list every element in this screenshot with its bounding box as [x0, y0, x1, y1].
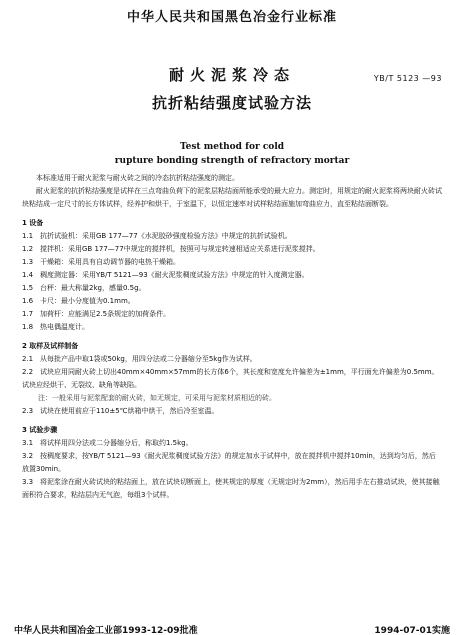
clause-text: 搅拌机：采用GB 177—77中规定的搅拌机，按照可与规定转速相适应关系进行泥浆搅拌。 — [40, 245, 320, 253]
english-title-line-2: rupture bonding strength of refractory mortar — [114, 156, 350, 166]
section-heading-3: 3 试验步骤 — [22, 426, 58, 434]
clause-number: 1.1 — [22, 232, 34, 240]
clause-item — [22, 295, 442, 308]
intro-paragraph-1: 本标准适用于耐火泥浆与耐火砖之间的冷态抗折粘结强度的测定。 — [36, 174, 239, 182]
clause-number: 1.4 — [22, 271, 34, 279]
section-2b-items — [22, 405, 442, 418]
section-heading-2: 2 取样及试样制备 — [22, 342, 79, 350]
note-text: 注：一般采用与泥浆配套的耐火砖，如无规定，可采用与泥浆材质相近的砖。 — [38, 394, 276, 402]
clause-item — [22, 405, 442, 418]
clause-text: 热电偶温度计。 — [40, 323, 89, 331]
clause-text: 干燥箱：采用具有自动调节器的电热干燥箱。 — [40, 258, 180, 266]
document-body — [22, 172, 442, 502]
clause-item — [22, 308, 442, 321]
clause-text: 台秤：最大称量2kg，感量0.5g。 — [40, 284, 146, 292]
standard-header: 中华人民共和国黑色冶金行业标准 — [126, 10, 337, 25]
clause-item — [22, 256, 442, 269]
standard-code: YB/T 5123 —93 — [373, 74, 442, 83]
clause-number: 1.5 — [22, 284, 34, 292]
footer-approval: 中华人民共和国冶金工业部1993-12-09批准 — [14, 626, 198, 635]
clause-item — [22, 476, 442, 502]
english-title — [0, 140, 464, 168]
title-line-2: 抗折粘结强度试验方法 — [151, 94, 312, 112]
clause-number: 2.3 — [22, 407, 34, 415]
title-line-1: 耐火泥浆冷态 — [168, 66, 295, 84]
clause-text: 试块在使用前应于110±5℃烘箱中烘干，然后冷至室温。 — [40, 407, 219, 415]
clause-text: 按稠度要求，按YB/T 5121—93《耐火泥浆稠度试验方法》的规定加水于试样中，放在搅拌机中搅拌10min，达到均匀后，然后放置30min。 — [22, 452, 436, 473]
clause-text: 将泥浆涂在耐火砖试块的粘结面上，放在试块切断面上，使其规定的厚度（无规定时为2mm），然后用手左右推动试块，使其接触面积符合要求，粘结层内无气泡，每组3个试样。 — [22, 478, 440, 499]
clause-text: 卡尺：最小分度值为0.1mm。 — [40, 297, 135, 305]
section-2-items — [22, 353, 442, 392]
clause-number: 3.3 — [22, 478, 34, 486]
clause-number: 1.3 — [22, 258, 34, 266]
clause-text: 将试样用四分法或二分器缩分后，称取约1.5kg。 — [40, 439, 193, 447]
clause-text: 试块应用同耐火砖上切出40mm×40mm×57mm的长方体6个，其长度和宽度允许偏差为±1mm，平行面允许偏差为0.5mm。试块应经烘干、无裂纹、缺角等缺陷。 — [22, 368, 439, 389]
footer-implementation: 1994-07-01实施 — [374, 626, 450, 635]
clause-text: 加荷杆：应能满足2.5条规定的加荷条件。 — [40, 310, 171, 318]
document-title — [0, 64, 464, 113]
clause-item — [22, 269, 442, 282]
clause-number: 2.1 — [22, 355, 34, 363]
section-1-items — [22, 230, 442, 334]
section-heading-1: 1 设备 — [22, 219, 44, 227]
clause-item — [22, 450, 442, 476]
clause-number: 1.2 — [22, 245, 34, 253]
clause-text: 抗折试验机：采用GB 177—77《水泥胶砂强度检验方法》中规定的抗折试验机。 — [40, 232, 292, 240]
clause-item — [22, 437, 442, 450]
clause-item — [22, 282, 442, 295]
clause-item — [22, 243, 442, 256]
page-footer — [0, 623, 464, 635]
section-3-items — [22, 437, 442, 502]
clause-item — [22, 321, 442, 334]
clause-item — [22, 353, 442, 366]
clause-text: 从每批产品中取1袋或50kg，用四分法或二分器缩分至5kg作为试样。 — [40, 355, 257, 363]
english-title-line-1: Test method for cold — [179, 142, 285, 152]
clause-number: 3.1 — [22, 439, 34, 447]
clause-item — [22, 230, 442, 243]
intro-paragraph-2: 耐火泥浆的抗折粘结强度是试样在三点弯曲负荷下的泥浆层粘结面所能承受的最大应力。测定时，用规定的耐火泥浆将两块耐火砖试块粘结成一定尺寸的长方体试样，经养护和烘干，于室温下，以恒定速率对试样粘结面施加弯曲应力，直至粘结面断裂。 — [22, 187, 442, 208]
clause-number: 1.8 — [22, 323, 34, 331]
clause-number: 1.7 — [22, 310, 34, 318]
clause-item — [22, 366, 442, 392]
clause-number: 3.2 — [22, 452, 34, 460]
clause-number: 1.6 — [22, 297, 34, 305]
clause-text: 稠度测定器：采用YB/T 5121—93《耐火泥浆稠度试验方法》中规定的针入度测定器。 — [40, 271, 309, 279]
clause-number: 2.2 — [22, 368, 34, 376]
